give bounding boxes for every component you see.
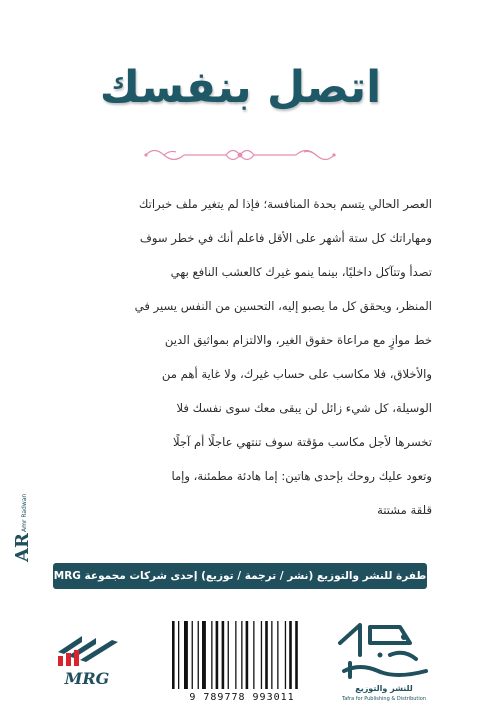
blurb-line: تخسرها لأجل مكاسب مؤقتة سوف تنتهي عاجلًا أم آجلًا — [172, 435, 432, 449]
blurb-line: الوسيلة، كل شيء زائل لن يبقى معك سوى نفسك فلا — [176, 401, 432, 415]
blurb-line: المنظر، ويحقق كل ما يصبو إليه، التحسين من النفس يسير في — [134, 299, 432, 313]
tafra-logo-english: Tafra for Publishing & Distribution — [341, 696, 427, 702]
blurb-line: وتعود عليك روحك بإحدى هاتين: إما هادئة مطمئنة، وإما — [171, 469, 432, 483]
blurb-line: العصر الحالي يتسم بحدة المنافسة؛ فإذا لم يتغير ملف خبراتك — [138, 197, 432, 211]
blurb-line: خط موازٍ مع مراعاة حقوق الغير، والالتزام بمواثيق الدين — [164, 333, 432, 347]
blurb-line: تصدأ وتتآكل داخليًا، بينما ينمو غيرك كالعشب النافع بهي — [170, 265, 432, 279]
barcode-icon — [172, 621, 312, 693]
book-title: اتصل بنفسك — [99, 62, 382, 113]
barcode-digits: 9 789778 993011 — [189, 692, 295, 703]
author-logo-icon — [8, 478, 36, 564]
publisher-banner: طفرة للنشر والتوزيع (نشر / ترجمة / توزيع) إحدى شركات مجموعة MRG — [53, 563, 427, 589]
mrg-label: MRG — [64, 669, 110, 688]
author-logo-mark: AR — [12, 533, 33, 562]
author-logo-name: Amr Radwan — [21, 493, 28, 532]
tafra-logo-arabic: للنشر والتوزيع — [355, 684, 413, 693]
mrg-logo-icon — [48, 622, 126, 692]
tafra-logo-icon — [330, 615, 438, 707]
blurb-line: ومهاراتك كل ستة أشهر على الأقل فاعلم أنك في خطر سوف — [139, 231, 432, 245]
isbn-barcode — [164, 617, 320, 707]
back-cover-blurb — [50, 187, 432, 527]
decorative-divider-icon — [140, 142, 340, 168]
blurb-line: قلقة مشتتة — [377, 503, 432, 517]
blurb-line: والأخلاق، فلا مكاسب على حساب غيرك، ولا غاية أهم من — [161, 367, 432, 381]
